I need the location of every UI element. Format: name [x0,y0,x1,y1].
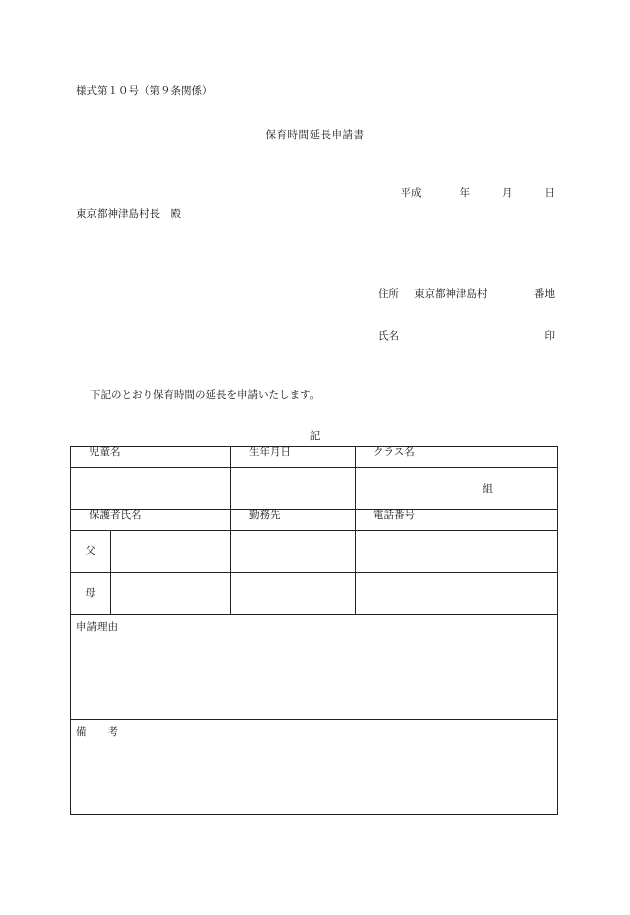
child-header-row [71,447,558,468]
father-phone-field[interactable] [356,531,558,573]
guardian-name-header: 保護者氏名 [71,510,231,531]
class-name-header: クラス名 [356,447,558,468]
ki-heading: 記 [309,430,321,442]
class-suffix: 組 [482,483,493,495]
mother-phone-field[interactable] [356,573,558,615]
mother-workplace-field[interactable] [231,573,356,615]
relation-mother: 母 [71,573,111,615]
seal-mark: 印 [544,330,555,342]
address-label: 住所 [378,288,399,300]
reason-field[interactable] [71,615,558,720]
remarks-row [71,720,558,815]
relation-father: 父 [71,531,111,573]
father-workplace-field[interactable] [231,531,356,573]
child-input-row [71,468,558,510]
birthdate-field[interactable] [231,468,356,510]
form-number: 様式第１０号（第９条関係） [76,85,213,97]
request-statement: 下記のとおり保育時間の延長を申請いたします。 [90,389,321,401]
father-name-field[interactable] [111,531,231,573]
reason-row [71,615,558,720]
addressee: 東京都神津島村長 殿 [76,208,181,220]
remarks-field[interactable] [71,720,558,815]
guardian-header-row [71,510,558,531]
page-title: 保育時間延長申請書 [265,129,365,141]
remarks-label: 備 考 [76,726,118,738]
date-day: 日 [544,187,555,199]
date-year: 年 [459,187,470,199]
application-table [70,446,558,815]
date-era: 平成 [400,187,422,199]
address-village: 東京都神津島村 [414,288,488,300]
mother-name-field[interactable] [111,573,231,615]
mother-row [71,573,558,615]
name-label: 氏名 [378,330,399,342]
workplace-header: 勤務先 [231,510,356,531]
date-month: 月 [502,187,513,199]
date-line [0,188,555,199]
child-name-field[interactable] [71,468,231,510]
class-name-field[interactable] [356,468,558,510]
father-row [71,531,558,573]
reason-label: 申請理由 [76,621,118,633]
child-name-header: 児童名 [71,447,231,468]
phone-header: 電話番号 [356,510,558,531]
address-banchi: 番地 [534,288,555,300]
birthdate-header: 生年月日 [231,447,356,468]
